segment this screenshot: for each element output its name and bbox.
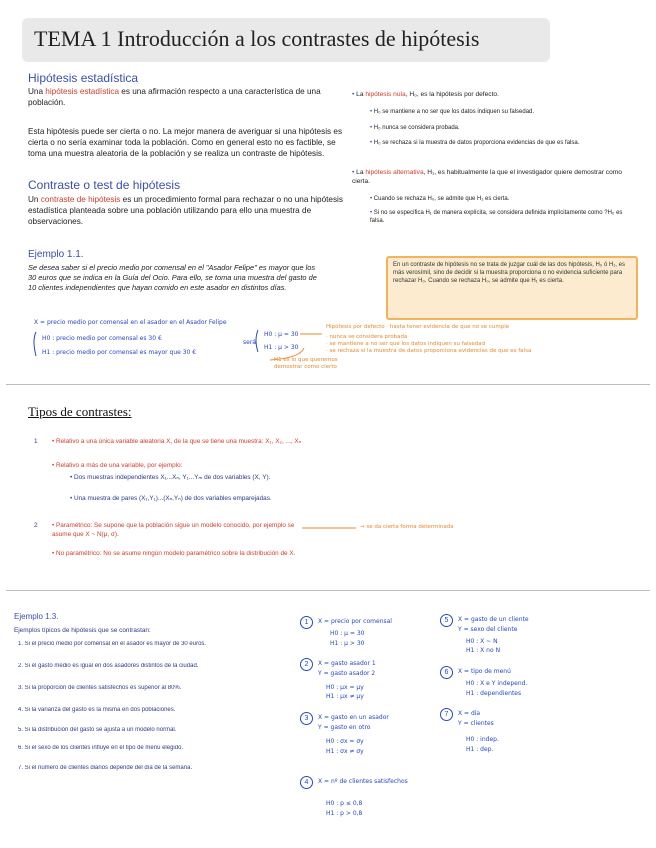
sub-bullet-h1-2: • Si no se especifica H₁ de manera explícita, se considera definida implícitamente como ?H₀ es falsa.	[370, 210, 623, 224]
hand-note-6-h1: H1 : dependientes	[466, 690, 522, 697]
hand-note-2-title2: Y = gasto asador 2	[318, 670, 376, 677]
hand-note-sera: será	[243, 339, 256, 346]
text-fragment: Un	[28, 195, 41, 204]
ejemplo-1-3-item-1: 1. Si el precio medio por comensal en el asador es mayor de 30 euros.	[18, 641, 207, 647]
hand-note-6-title: X = tipo de menú	[458, 668, 511, 675]
sub-bullet-h0-3: • H₀ se rechaza si la muestra de datos proporciona evidencias de que es falsa.	[370, 140, 580, 146]
ejemplo-1-3-intro: Ejemplos típicos de hipótesis que se contrastan:	[14, 627, 151, 634]
text-fragment: • Paramétrico: Se supone que la población sigue un modelo conocido, por ejemplo se asume que X ~ N(μ, σ).	[52, 522, 295, 538]
ejemplo-1-3-item-7: 7. Si el número de clientes diarios depende del día de la semana.	[18, 765, 193, 771]
hand-note-orange-b: · nunca se considera probada	[326, 334, 408, 340]
hand-circle-1: 1	[300, 616, 313, 629]
hand-circle-2: 2	[300, 658, 313, 671]
tipos-item-4	[52, 549, 302, 558]
hand-note-5-h1: H1 : X no N	[466, 647, 501, 654]
text-fragment: • Relativo a más de una variable, por ejemplo:	[52, 462, 183, 469]
divider	[6, 590, 650, 591]
hand-note-3-title: X = gasto en un asador	[318, 714, 389, 721]
text-fragment: H₀ nunca se considera probada.	[373, 125, 460, 131]
hand-note-3-title2: Y = gasto en otro	[318, 724, 371, 731]
term-hipotesis-alternativa: hipótesis alternativa	[365, 169, 424, 176]
hand-circle-3: 3	[300, 712, 313, 725]
hand-note-r-h0: H0 : μ = 30	[264, 331, 299, 338]
ejemplo-1-3-item-2: 2. Si el gasto medio es igual en dos asadores distintos de la ciudad.	[18, 663, 199, 669]
hand-note-6-h0: H0 : X e Y independ.	[466, 680, 528, 687]
tipos-heading: Tipos de contrastes:	[28, 404, 132, 419]
tipos-number-2: 2	[34, 522, 38, 529]
tipos-item-2	[52, 461, 302, 470]
text-fragment: H₀ se rechaza si la muestra de datos proporciona evidencias de que es falsa.	[373, 140, 580, 146]
paragraph-hipotesis-cierta: Esta hipótesis puede ser cierta o no. La mejor manera de averiguar si una hipótesis es cierta o no sería examinar toda la población. Como en general esto no es factible, se toma una muestra aleatoria de la población y se realiza un contraste de hipótesis.	[28, 127, 343, 158]
text-fragment: • No paramétrico: No se asume ningún modelo paramétrico sobre la distribución de X.	[52, 550, 296, 557]
text-fragment: La	[356, 91, 366, 98]
ejemplo-1-1-heading: Ejemplo 1.1.	[28, 249, 84, 260]
hand-note-h1: H1 : precio medio por comensal es mayor que 30 €	[42, 349, 197, 356]
bullet-hipotesis-nula: • La hipótesis nula, H₀, es la hipótesis por defecto.	[352, 91, 499, 98]
hand-note-7-h0: H0 : indep.	[466, 736, 499, 743]
ejemplo-1-3-item-3: 3. Si la proporción de clientes satisfechos es superior al 80%.	[18, 685, 182, 691]
hand-note-r-h1: H1 : μ > 30	[264, 344, 299, 351]
term-contraste: contraste de hipótesis	[40, 195, 121, 204]
hand-note-7-title: X = día	[458, 710, 481, 717]
text-fragment: Una	[28, 87, 46, 96]
ejemplo-1-3-item-4: 4. Si la varianza del gasto es la misma en dos poblaciones.	[18, 707, 176, 713]
term-hipotesis-estadistica: hipótesis estadística	[45, 87, 120, 96]
ejemplo-1-3-item-5: 5. Si la distribución del gasto se ajusta a un modelo normal.	[18, 727, 177, 733]
tipos-item-3	[52, 521, 302, 539]
hand-circle-5: 5	[440, 614, 453, 627]
text-fragment: La	[356, 169, 366, 176]
tipos-item-2a: • Dos muestras independientes X₁...Xₙ, Y₁...Yₘ de dos variables (X, Y).	[70, 474, 271, 481]
hand-note-h0: H0 : precio medio por comensal es 30 €	[42, 335, 162, 342]
hand-note-orange-d: · se rechaza si la muestra de datos proporciona evidencias de que es falsa	[326, 348, 532, 354]
sub-bullet-h0-2: • H₀ nunca se considera probada.	[370, 125, 460, 131]
divider	[6, 384, 650, 385]
section-heading-hipotesis: Hipótesis estadística	[28, 71, 139, 85]
hand-note-3-h1: H1 : σx ≠ σy	[326, 748, 364, 755]
hand-note-5-title: X = gasto de un cliente	[458, 616, 529, 623]
hand-note-tipos: → se da cierta forma determinada	[360, 524, 454, 530]
hand-note-1-h0: H0 : μ = 30	[330, 630, 365, 637]
hand-note-4-title: X = nº de clientes satisfechos	[318, 778, 408, 785]
callout-text: En un contraste de hipótesis no se trata de juzgar cuál de las dos hipótesis, H₀ ó H₁, es más verosímil, sino de decidir si la muestra proporciona o no evidencia suficiente para rechazar H₀. Cuando se rechaza H₀, se admite que H₁ es cierta.	[393, 262, 625, 284]
page-title: TEMA 1 Introducción a los contrastes de hipótesis	[34, 26, 480, 51]
hand-note-3-h0: H0 : σx = σy	[326, 738, 364, 745]
ejemplo-1-3-item-6: 6. Si el sexo de los clientes influye en el tipo de menú elegido.	[18, 745, 184, 751]
tipos-number-1: 1	[34, 438, 38, 445]
hand-note-4-h1: H1 : p > 0,8	[326, 810, 363, 817]
hand-circle-7: 7	[440, 708, 453, 721]
tipos-item-2b: • Una muestra de pares (X₁,Y₁)...(Xₙ,Yₙ) de dos variables emparejadas.	[70, 495, 272, 502]
sub-bullet-h0-1: • H₀ se mantiene a no ser que los datos indiquen su falsedad.	[370, 109, 535, 115]
hand-note-orange-c: · se mantiene a no ser que los datos indiquen su falsedad	[326, 341, 486, 347]
hand-note-x-def: X = precio medio por comensal en el asador en el Asador Felipe	[34, 319, 227, 326]
text-fragment: Cuando se rechaza H₀, se admite que H₁ es cierta.	[373, 196, 510, 202]
ejemplo-1-3-heading: Ejemplo 1.3.	[14, 612, 59, 621]
text-fragment: • Relativo a una única variable aleatoria X, de la que se tiene una muestra: X₁, X₂, ..., Xₙ	[52, 438, 302, 445]
hand-note-4-h0: H0 : p ≤ 0,8	[326, 800, 363, 807]
hand-circle-4: 4	[300, 776, 313, 789]
text-fragment: es un procedimiento formal para rechazar o no una hipótesis estadística planteada sobre una población utilizando para ello una muestra de observaciones.	[28, 195, 343, 226]
hand-note-7-h1: H1 : dep.	[466, 746, 494, 753]
hand-note-orange-a: Hipótesis por defecto · hasta tener evidencia de que no se cumple	[326, 324, 510, 330]
hand-note-2-h1: H1 : μx ≠ μy	[326, 693, 364, 700]
ejemplo-1-1-text: Se desea saber si el precio medio por comensal en el "Asador Felipe" es mayor que los 30 euros que se indica en la Guía del Ocio. Para ello, se toma una muestra del gasto de 10 clientes independientes que hayan comido en este asador en distintos días.	[28, 263, 317, 292]
hand-note-7-title2: Y = clientes	[458, 720, 494, 727]
hand-note-orange-e: H1 es lo que queremos demostrar como cierto	[274, 357, 338, 370]
text-fragment: , H₀, es la hipótesis por defecto.	[405, 91, 499, 98]
hand-note-2-h0: H0 : μx = μy	[326, 684, 364, 691]
hand-note-1-title: X = precio por comensal	[318, 618, 392, 625]
hand-note-1-h1: H1 : μ > 30	[330, 640, 365, 647]
text-fragment: Si no se especifica H₁ de manera explícita, se considera definida implícitamente como ?H₀ es falsa.	[370, 210, 623, 224]
hand-note-5-title2: Y = sexo del cliente	[458, 626, 518, 633]
hand-note-5-h0: H0 : X ~ N	[466, 638, 498, 645]
text-fragment: es una afirmación respecto a una característica de una población.	[28, 87, 321, 107]
hand-note-2-title: X = gasto asador 1	[318, 660, 376, 667]
section-heading-contraste: Contraste o test de hipótesis	[28, 178, 181, 192]
bullet-hipotesis-alternativa: • La hipótesis alternativa, H₁, es habitualmente la que el investigador quiere demostrar como cierta.	[352, 169, 622, 185]
hand-circle-6: 6	[440, 666, 453, 679]
text-fragment: H₀ se mantiene a no ser que los datos indiquen su falsedad.	[373, 109, 535, 115]
text-fragment: , H₁, es habitualmente la que el investigador quiere demostrar como cierta.	[352, 169, 622, 185]
sub-bullet-h1-1: • Cuando se rechaza H₀, se admite que H₁ es cierta.	[370, 196, 510, 202]
term-hipotesis-nula: hipótesis nula	[365, 91, 406, 98]
tipos-item-1	[52, 437, 302, 446]
